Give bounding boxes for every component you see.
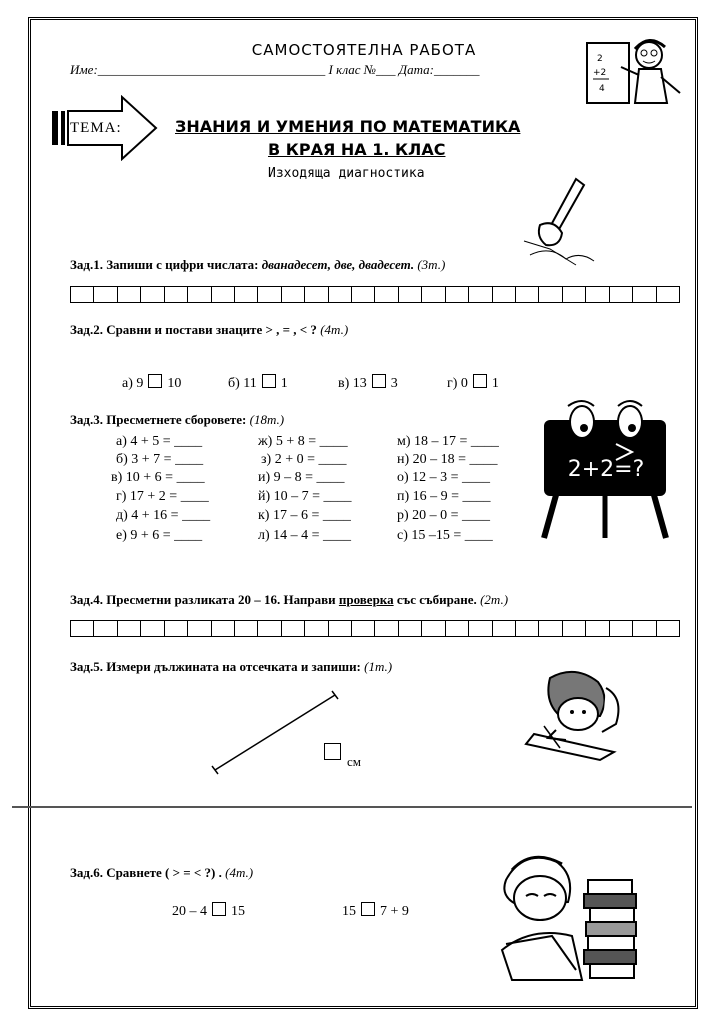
answer-cell[interactable] — [352, 621, 375, 636]
answer-grid-task4[interactable] — [70, 620, 680, 637]
answer-cell[interactable] — [235, 621, 258, 636]
name-date-line: Име:___________________________________ I клас №___ Дата:_______ — [70, 62, 480, 77]
answer-cell[interactable] — [657, 287, 679, 302]
sum-item[interactable]: р) 20 – 0 = ____ — [397, 508, 491, 523]
svg-text:4: 4 — [599, 84, 605, 94]
answer-cell[interactable] — [188, 621, 211, 636]
answer-cell[interactable] — [71, 621, 94, 636]
sum-item[interactable]: з) 2 + 0 = ____ — [261, 452, 347, 467]
answer-cell[interactable] — [352, 287, 375, 302]
teacher-clipart — [585, 33, 685, 113]
answer-cell[interactable] — [329, 621, 352, 636]
sum-item[interactable]: г) 17 + 2 = ____ — [116, 489, 209, 504]
sum-item[interactable]: в) 10 + 6 = ____ — [111, 470, 205, 485]
sum-item[interactable]: к) 17 – 6 = ____ — [258, 508, 351, 523]
answer-cell[interactable] — [399, 621, 422, 636]
answer-cell[interactable] — [493, 287, 516, 302]
svg-text:2: 2 — [597, 54, 603, 64]
answer-cell[interactable] — [563, 621, 586, 636]
answer-cell[interactable] — [610, 621, 633, 636]
task3-title: Зад.3. Пресметнете сборовете: — [70, 412, 247, 427]
answer-cell[interactable] — [141, 287, 164, 302]
answer-cell[interactable] — [212, 621, 235, 636]
sum-item[interactable]: м) 18 – 17 = ____ — [397, 434, 499, 449]
answer-cell[interactable] — [633, 287, 656, 302]
answer-cell[interactable] — [258, 287, 281, 302]
chalkboard-clipart — [538, 398, 673, 543]
sum-item[interactable]: н) 20 – 18 = ____ — [397, 452, 498, 467]
sum-item[interactable]: ж) 5 + 8 = ____ — [258, 434, 348, 449]
answer-cell[interactable] — [71, 287, 94, 302]
task6-header — [70, 865, 253, 881]
answer-cell[interactable] — [94, 621, 117, 636]
task4-header — [70, 592, 508, 608]
answer-cell[interactable] — [610, 287, 633, 302]
task3-points: (18т.) — [249, 412, 285, 427]
task3-header — [70, 412, 284, 428]
answer-cell[interactable] — [586, 621, 609, 636]
topic-line-1: ЗНАНИЯ И УМЕНИЯ ПО МАТЕМАТИКА — [175, 117, 521, 136]
compare-box[interactable] — [473, 374, 487, 388]
answer-cell[interactable] — [399, 287, 422, 302]
answer-cell[interactable] — [657, 621, 679, 636]
task2-item: г) 0 1 — [447, 376, 499, 391]
sum-item[interactable]: о) 12 – 3 = ____ — [397, 470, 491, 485]
answer-cell[interactable] — [305, 621, 328, 636]
task6-points: (4т.) — [225, 865, 254, 880]
task2-header — [70, 322, 348, 338]
topic-line-2: В КРАЯ НА 1. КЛАС — [268, 140, 446, 159]
compare-box[interactable] — [262, 374, 276, 388]
sum-item[interactable]: п) 16 – 9 = ____ — [397, 489, 491, 504]
sum-item[interactable]: и) 9 – 8 = ____ — [258, 470, 345, 485]
answer-cell[interactable] — [282, 287, 305, 302]
answer-cell[interactable] — [516, 621, 539, 636]
task2-points: (4т.) — [320, 322, 349, 337]
task4-points: (2т.) — [480, 592, 509, 607]
task5-header — [70, 659, 392, 675]
line-segment — [205, 690, 345, 780]
answer-cell[interactable] — [563, 287, 586, 302]
answer-cell[interactable] — [141, 621, 164, 636]
task1-points: (3т.) — [417, 257, 446, 272]
answer-cell[interactable] — [329, 287, 352, 302]
answer-cell[interactable] — [469, 287, 492, 302]
compare-box[interactable] — [372, 374, 386, 388]
worksheet-title: САМОСТОЯТЕЛНА РАБОТА — [251, 41, 477, 59]
task1-header — [70, 257, 445, 273]
answer-cell[interactable] — [633, 621, 656, 636]
task2-item: в) 13 3 — [338, 376, 398, 391]
sum-item[interactable]: е) 9 + 6 = ____ — [116, 528, 203, 543]
chalkboard-text: 2+2=? — [567, 457, 645, 482]
pencil-clipart — [520, 175, 600, 270]
answer-cell[interactable] — [165, 287, 188, 302]
answer-cell[interactable] — [586, 287, 609, 302]
answer-cell[interactable] — [118, 287, 141, 302]
task6-item: 15 7 + 9 — [342, 904, 409, 919]
answer-cell[interactable] — [516, 287, 539, 302]
topic-line-3: Изходяща диагностика — [268, 166, 425, 181]
answer-cell[interactable] — [446, 287, 469, 302]
answer-cell[interactable] — [493, 621, 516, 636]
sum-item[interactable]: й) 10 – 7 = ____ — [258, 489, 352, 504]
answer-cell[interactable] — [165, 621, 188, 636]
answer-cell[interactable] — [188, 287, 211, 302]
task4-title-a: Зад.4. Пресметни разликата 20 – 16. Направи — [70, 592, 339, 607]
task6-item: 20 – 4 15 — [172, 904, 245, 919]
answer-cell[interactable] — [282, 621, 305, 636]
answer-cell[interactable] — [235, 287, 258, 302]
answer-cell[interactable] — [118, 621, 141, 636]
task2-title: Зад.2. Сравни и постави знаците > , = , < ? — [70, 322, 317, 337]
answer-cell[interactable] — [375, 287, 398, 302]
task1-words: дванадесет, две, двадесет. — [261, 257, 415, 272]
answer-cell[interactable] — [212, 287, 235, 302]
answer-cell[interactable] — [305, 287, 328, 302]
compare-box[interactable] — [148, 374, 162, 388]
page-divider — [12, 806, 692, 808]
answer-cell[interactable] — [375, 621, 398, 636]
sum-item[interactable]: с) 15 –15 = ____ — [397, 528, 493, 543]
task1-title: Зад.1. Запиши с цифри числата: — [70, 257, 259, 272]
sum-item[interactable]: л) 14 – 4 = ____ — [258, 528, 352, 543]
answer-cell[interactable] — [94, 287, 117, 302]
answer-grid-task1[interactable] — [70, 286, 680, 303]
unit-label: см — [347, 754, 361, 769]
compare-box[interactable] — [361, 902, 375, 916]
compare-box[interactable] — [212, 902, 226, 916]
task5-title: Зад.5. Измери дължината на отсечката и запиши: — [70, 659, 361, 674]
task2-item: б) 11 1 — [228, 376, 288, 391]
answer-cell[interactable] — [539, 621, 562, 636]
task4-title-b: със събиране. — [393, 592, 477, 607]
task4-title-link: проверка — [338, 592, 394, 607]
length-answer-box[interactable] — [324, 743, 341, 760]
answer-cell[interactable] — [446, 621, 469, 636]
answer-cell[interactable] — [422, 621, 445, 636]
answer-cell[interactable] — [469, 621, 492, 636]
answer-cell[interactable] — [258, 621, 281, 636]
topic-label: ТЕМА: — [70, 120, 122, 136]
sum-item[interactable]: б) 3 + 7 = ____ — [116, 452, 204, 467]
task6-title: Зад.6. Сравнете ( > = < ?) . — [70, 865, 222, 880]
sum-item[interactable]: а) 4 + 5 = ____ — [116, 434, 203, 449]
sum-item[interactable]: д) 4 + 16 = ____ — [116, 508, 211, 523]
task2-item: а) 9 10 — [122, 376, 182, 391]
boy-books-clipart — [492, 840, 652, 990]
answer-cell[interactable] — [422, 287, 445, 302]
task5-points: (1т.) — [364, 659, 393, 674]
answer-cell[interactable] — [539, 287, 562, 302]
svg-text:+2: +2 — [593, 68, 607, 78]
girl-drawing-clipart — [520, 668, 630, 763]
